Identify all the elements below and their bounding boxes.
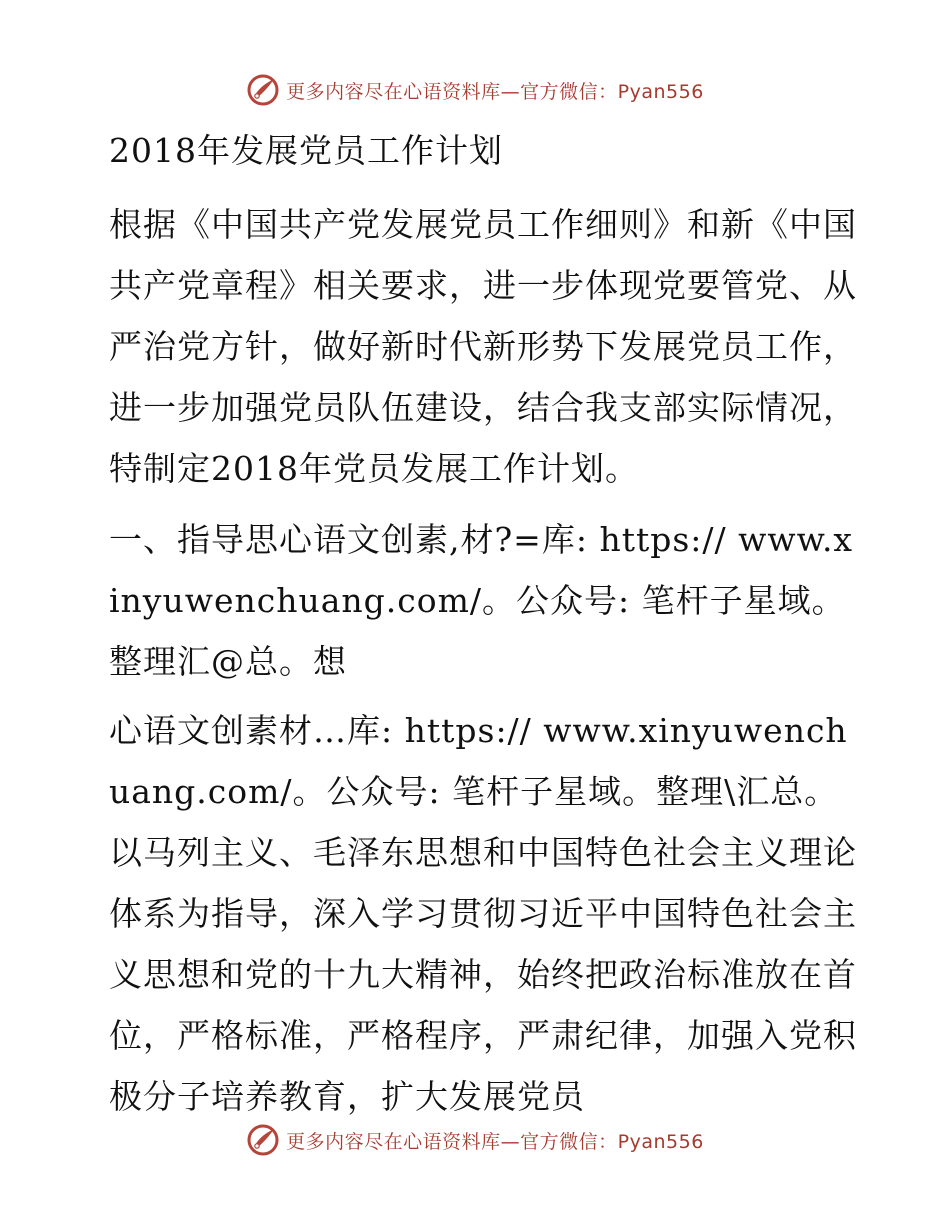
- watermark-text: 更多内容尽在心语资料库—官方微信：Pyan556: [286, 1130, 704, 1153]
- paragraph-section-1-body: 心语文创素材…库: https:// www.xinyuwenchuang.com/。公众号: 笔杆子星域。整理\汇总。以马列主义、毛泽东思想和中国特色社会主义理论体系为指导，深入学习贯彻习近平中国特色社会主义思想和党的十九大精神，始终把政治标准放在首位，严格标准，严格程序，严肃纪律，加强入党积极分子培养教育，扩大发展党员: [109, 711, 857, 1116]
- header-watermark-banner: [0, 70, 950, 110]
- quill-seal-icon: [246, 1123, 280, 1157]
- footer-watermark-banner: [0, 1120, 950, 1160]
- quill-seal-icon: [246, 73, 280, 107]
- paragraph-section-1: 一、指导思心语文创素,材?=库: https:// www.xinyuwenchuang.com/。公众号: 笔杆子星域。整理汇@总。想: [109, 520, 854, 681]
- document-title: 2018年发展党员工作计划: [109, 131, 503, 170]
- document-body: [97, 118, 857, 1127]
- paragraph-intro: 根据《中国共产党发展党员工作细则》和新《中国共产党章程》相关要求，进一步体现党要管党、从严治党方针，做好新时代新形势下发展党员工作，进一步加强党员队伍建设，结合我支部实际情况，特制定2018年党员发展工作计划。: [109, 205, 857, 488]
- watermark-text: 更多内容尽在心语资料库—官方微信：Pyan556: [286, 80, 704, 103]
